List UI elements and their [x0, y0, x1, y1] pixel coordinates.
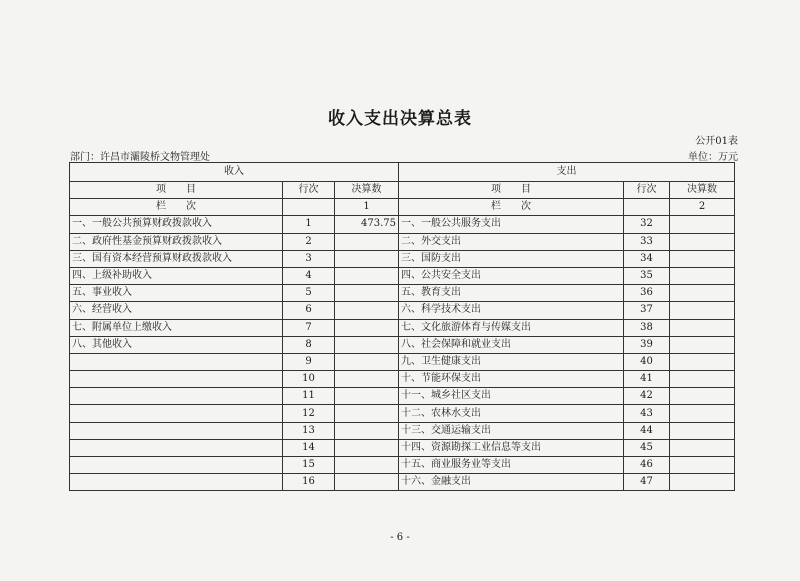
expense-amount-cell	[670, 336, 735, 353]
expense-column-number: 2	[670, 199, 735, 216]
income-item-cell: 一、一般公共预算财政拨款收入	[70, 216, 283, 233]
expense-line-cell: 44	[624, 422, 670, 439]
expense-amount-cell	[670, 267, 735, 284]
expense-line-cell: 33	[624, 233, 670, 250]
expense-column-label: 栏 次	[399, 199, 624, 216]
income-item-cell: 五、事业收入	[70, 285, 283, 302]
income-amount-cell	[335, 353, 399, 370]
expense-item-cell: 十五、商业服务业等支出	[399, 457, 624, 474]
income-line-cell: 14	[283, 439, 335, 456]
income-item-cell: 六、经营收入	[70, 302, 283, 319]
income-item-cell	[70, 422, 283, 439]
income-item-cell	[70, 353, 283, 370]
income-line-cell: 15	[283, 457, 335, 474]
table-row	[70, 285, 735, 302]
expense-amount-cell	[670, 371, 735, 388]
expense-line-cell: 37	[624, 302, 670, 319]
income-item-cell: 四、上级补助收入	[70, 267, 283, 284]
expense-line-cell: 38	[624, 319, 670, 336]
expense-amount-cell	[670, 422, 735, 439]
income-item-cell: 七、附属单位上缴收入	[70, 319, 283, 336]
expense-line-cell: 43	[624, 405, 670, 422]
income-line-cell: 5	[283, 285, 335, 302]
income-item-cell	[70, 439, 283, 456]
table-row	[70, 336, 735, 353]
income-line-cell: 2	[283, 233, 335, 250]
income-item-cell	[70, 474, 283, 491]
expense-line-index	[624, 199, 670, 216]
income-line-header: 行次	[283, 182, 335, 199]
table-row	[70, 371, 735, 388]
expense-amount-header: 决算数	[670, 182, 735, 199]
section-header-row	[70, 163, 735, 182]
expense-amount-cell	[670, 250, 735, 267]
table-row	[70, 302, 735, 319]
expense-item-cell: 十一、城乡社区支出	[399, 388, 624, 405]
expense-amount-cell	[670, 405, 735, 422]
expense-line-cell: 34	[624, 250, 670, 267]
expense-line-cell: 35	[624, 267, 670, 284]
income-item-cell	[70, 371, 283, 388]
expense-amount-cell	[670, 233, 735, 250]
expense-item-cell: 五、教育支出	[399, 285, 624, 302]
income-line-index	[283, 199, 335, 216]
page-number: - 6 -	[390, 532, 410, 543]
income-amount-cell	[335, 250, 399, 267]
income-expense-table	[69, 162, 735, 491]
department-label: 部门：许昌市灞陵桥文物管理处	[70, 152, 210, 163]
income-amount-cell	[335, 371, 399, 388]
income-item-cell: 八、其他收入	[70, 336, 283, 353]
expense-item-cell: 十六、金融支出	[399, 474, 624, 491]
expense-item-cell: 二、外交支出	[399, 233, 624, 250]
expense-item-cell: 七、文化旅游体育与传媒支出	[399, 319, 624, 336]
expense-item-cell: 十三、交通运输支出	[399, 422, 624, 439]
income-line-cell: 16	[283, 474, 335, 491]
income-line-cell: 11	[283, 388, 335, 405]
expense-line-cell: 41	[624, 371, 670, 388]
income-line-cell: 3	[283, 250, 335, 267]
expense-amount-cell	[670, 319, 735, 336]
expense-amount-cell	[670, 474, 735, 491]
income-line-cell: 8	[283, 336, 335, 353]
income-item-cell	[70, 457, 283, 474]
table-row	[70, 405, 735, 422]
table-row	[70, 457, 735, 474]
expense-item-cell: 一、一般公共服务支出	[399, 216, 624, 233]
form-code: 公开01表	[695, 136, 738, 147]
income-line-cell: 9	[283, 353, 335, 370]
income-amount-cell	[335, 388, 399, 405]
income-line-cell: 10	[283, 371, 335, 388]
expense-line-cell: 40	[624, 353, 670, 370]
expense-amount-cell	[670, 302, 735, 319]
income-item-cell: 三、国有资本经营预算财政拨款收入	[70, 250, 283, 267]
expense-item-cell: 十二、农林水支出	[399, 405, 624, 422]
income-amount-cell	[335, 302, 399, 319]
income-column-number: 1	[335, 199, 399, 216]
expense-item-cell: 三、国防支出	[399, 250, 624, 267]
expense-line-cell: 32	[624, 216, 670, 233]
income-item-cell: 二、政府性基金预算财政拨款收入	[70, 233, 283, 250]
expense-amount-cell	[670, 353, 735, 370]
table-row	[70, 233, 735, 250]
expense-item-cell: 十、节能环保支出	[399, 371, 624, 388]
income-line-cell: 1	[283, 216, 335, 233]
income-amount-cell	[335, 405, 399, 422]
income-item-header: 项 目	[70, 182, 283, 199]
income-amount-cell: 473.75	[335, 216, 399, 233]
expense-line-cell: 46	[624, 457, 670, 474]
income-amount-header: 决算数	[335, 182, 399, 199]
unit-label: 单位：万元	[688, 152, 738, 163]
table-row	[70, 216, 735, 233]
income-item-cell	[70, 388, 283, 405]
table-row	[70, 353, 735, 370]
expense-section-header: 支出	[399, 163, 735, 182]
page-title: 收入支出决算总表	[328, 109, 472, 129]
income-amount-cell	[335, 233, 399, 250]
column-index-row	[70, 199, 735, 216]
expense-item-cell: 九、卫生健康支出	[399, 353, 624, 370]
income-amount-cell	[335, 285, 399, 302]
expense-item-cell: 四、公共安全支出	[399, 267, 624, 284]
income-amount-cell	[335, 422, 399, 439]
table-row	[70, 439, 735, 456]
expense-amount-cell	[670, 388, 735, 405]
income-amount-cell	[335, 457, 399, 474]
expense-line-cell: 42	[624, 388, 670, 405]
income-line-cell: 7	[283, 319, 335, 336]
expense-amount-cell	[670, 216, 735, 233]
table-row	[70, 474, 735, 491]
table-row	[70, 319, 735, 336]
income-item-cell	[70, 405, 283, 422]
income-line-cell: 13	[283, 422, 335, 439]
table-row	[70, 267, 735, 284]
income-amount-cell	[335, 439, 399, 456]
income-line-cell: 6	[283, 302, 335, 319]
expense-amount-cell	[670, 285, 735, 302]
income-column-label: 栏 次	[70, 199, 283, 216]
table-row	[70, 422, 735, 439]
income-line-cell: 12	[283, 405, 335, 422]
expense-item-cell: 八、社会保障和就业支出	[399, 336, 624, 353]
expense-item-cell: 六、科学技术支出	[399, 302, 624, 319]
table-row	[70, 388, 735, 405]
expense-line-header: 行次	[624, 182, 670, 199]
expense-amount-cell	[670, 457, 735, 474]
expense-item-header: 项 目	[399, 182, 624, 199]
expense-line-cell: 36	[624, 285, 670, 302]
expense-line-cell: 45	[624, 439, 670, 456]
column-header-row	[70, 182, 735, 199]
expense-item-cell: 十四、资源勘探工业信息等支出	[399, 439, 624, 456]
expense-line-cell: 47	[624, 474, 670, 491]
income-section-header: 收入	[70, 163, 399, 182]
income-line-cell: 4	[283, 267, 335, 284]
expense-line-cell: 39	[624, 336, 670, 353]
expense-amount-cell	[670, 439, 735, 456]
income-amount-cell	[335, 319, 399, 336]
income-amount-cell	[335, 336, 399, 353]
table-row	[70, 250, 735, 267]
income-amount-cell	[335, 267, 399, 284]
income-amount-cell	[335, 474, 399, 491]
